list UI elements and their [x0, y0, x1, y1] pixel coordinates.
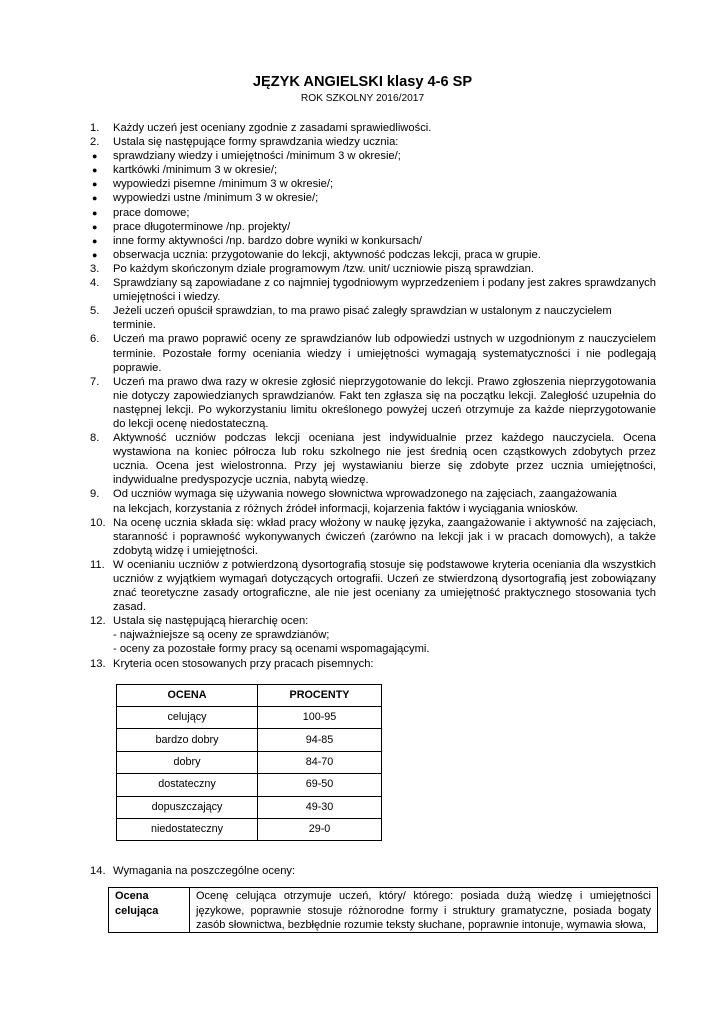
- grade-cell: dobry: [117, 751, 258, 773]
- bullet-icon: ●: [92, 207, 98, 218]
- bullet-text: prace domowe;: [113, 206, 190, 219]
- item-number: 12.: [90, 615, 106, 628]
- hierarchy-line: - najważniejsze są oceny ze sprawdzianów;: [113, 629, 330, 642]
- bullet-item: [90, 248, 656, 262]
- bullet-item: [90, 149, 656, 163]
- hierarchy-line: - oceny za pozostałe formy pracy są ocenami wspomagającymi.: [113, 643, 430, 656]
- list-item: [90, 657, 656, 671]
- bullet-item: [90, 234, 656, 248]
- bullet-text: kartkówki /minimum 3 w okresie/;: [113, 164, 278, 177]
- grade-cell: dopuszczający: [117, 796, 258, 818]
- grade-cell: dostateczny: [117, 774, 258, 796]
- requirement-text-cell: Ocenę celująca otrzymuje uczeń, który/ którego: posiada dużą wiedzę i umiejętności językowe, poprawnie stosuje różnorodne formy i struktury gramatyczne, posiada bogaty zasób słownictwa, bezbłędnie rozumie teksty słuchane, poprawnie intonuje, wymawia słowa,: [190, 888, 658, 932]
- grade-label-line: celująca: [115, 904, 159, 917]
- percent-cell: 69-50: [258, 774, 382, 796]
- bullet-icon: ●: [92, 235, 98, 246]
- item-number: 3.: [90, 262, 100, 275]
- item-number: 9.: [90, 488, 100, 501]
- table-row: [117, 774, 382, 796]
- bullet-item: [90, 163, 656, 177]
- percent-cell: 100-95: [258, 707, 382, 729]
- grade-label-line: Ocena: [115, 890, 149, 903]
- item-text: Wymagania na poszczególne oceny:: [113, 865, 296, 878]
- bullet-text: obserwacja ucznia: przygotowanie do lekcji, aktywność podczas lekcji, praca w grupie.: [113, 248, 541, 261]
- item-text: Na ocenę ucznia składa się: wkład pracy włożony w naukę języka, zaangażowanie i aktywność na zajęciach, staranność i poprawność wykonywanych ćwiczeń (zarówno na lekcji jak i w pracach domowych), a także zdobytą widzę i umiejętności.: [113, 516, 656, 557]
- grade-cell: bardzo dobry: [117, 729, 258, 751]
- list-item: [90, 262, 656, 276]
- bullet-text: wypowiedzi pisemne /minimum 3 w okresie/;: [113, 178, 334, 191]
- list-item: [90, 558, 656, 614]
- list-item: [90, 864, 656, 878]
- bullet-icon: ●: [92, 179, 98, 190]
- table-row: [117, 819, 382, 841]
- bullet-item: [90, 220, 656, 234]
- list-item: [90, 614, 656, 656]
- item-number: 8.: [90, 432, 100, 445]
- bullet-text: inne formy aktywności /np. bardzo dobre wyniki w konkursach/: [113, 234, 423, 247]
- grades-table: [116, 684, 382, 842]
- grade-cell: niedostateczny: [117, 819, 258, 841]
- list-item: [90, 431, 656, 487]
- item-text: Aktywność uczniów podczas lekcji oceniana jest indywidualnie przez każdego nauczyciela. Ocena wystawiona na koniec półrocza lub roku szkolnego nie jest średnią ocen cząstkowych zdobytych przez ucznia. Ocena jest wielostronna. Przy jej wystawianiu bierze się zdobyte przez ucznia umiejętności, indywidualne predyspozycje ucznia, nabytą wiedzę.: [113, 432, 656, 487]
- bullet-text: wypowiedzi ustne /minimum 3 w okresie/;: [113, 192, 319, 205]
- table-row: [117, 729, 382, 751]
- list-item: [90, 121, 656, 135]
- item-text: Jeżeli uczeń opuścił sprawdzian, to ma prawo pisać zaległy sprawdzian w ustalonym z nauczycielem terminie.: [113, 305, 612, 332]
- bullet-text: sprawdziany wiedzy i umiejętności /minimum 3 w okresie/;: [113, 150, 401, 163]
- item-text: Sprawdziany są zapowiadane z co najmniej tygodniowym wyprzedzeniem i podany jest zakres sprawdzanych umiejętności i wiedzy.: [113, 277, 656, 304]
- item-text-continuation: na lekcjach, korzystania z różnych źródeł informacji, kojarzenia faktów i wyciągania wniosków.: [113, 502, 579, 515]
- item-text: Po każdym skończonym dziale programowym /tzw. unit/ uczniowie piszą sprawdzian.: [113, 262, 534, 275]
- percent-cell: 94-85: [258, 729, 382, 751]
- column-header-grade: OCENA: [117, 684, 258, 706]
- item-number: 10.: [90, 516, 106, 529]
- bullet-item: [90, 177, 656, 191]
- bullet-item: [90, 206, 656, 220]
- item-text: Ustala się następujące formy sprawdzania wiedzy ucznia:: [113, 136, 399, 149]
- table-header-row: [117, 684, 382, 706]
- bullet-icon: ●: [92, 151, 98, 162]
- list-item: [90, 135, 656, 149]
- item-text: Ustala się następującą hierarchię ocen:: [113, 615, 309, 628]
- table-row: [117, 707, 382, 729]
- item-number: 1.: [90, 122, 100, 134]
- item-number: 11.: [90, 558, 105, 571]
- list-item: [90, 516, 656, 558]
- item-text: Kryteria ocen stosowanych przy pracach pisemnych:: [113, 657, 374, 670]
- rules-list: [90, 121, 656, 933]
- list-item: [90, 487, 656, 515]
- list-item: [90, 276, 656, 304]
- column-header-percent: PROCENTY: [258, 684, 382, 706]
- item-number: 6.: [90, 333, 100, 346]
- requirements-table: [108, 887, 658, 932]
- grade-cell: celujący: [117, 707, 258, 729]
- item-text: W ocenianiu uczniów z potwierdzoną dysortografią stosuje się podstawowe kryteria oceniania dla wszystkich uczniów z wyjątkiem wymagań dotyczących ortografii. Uczeń ze stwierdzoną dysortografią jest zobowiązany znać teoretyczne zasady ortograficzne, ale nie jest oceniany za umiejętność praktycznego stosowania tych zasad.: [113, 558, 656, 614]
- item-number: 14.: [90, 865, 106, 878]
- item-number: 4.: [90, 277, 100, 290]
- item-text: Od uczniów wymaga się używania nowego słownictwa wprowadzonego na zajęciach, zaangażowania: [113, 488, 617, 501]
- item-text: Każdy uczeń jest oceniany zgodnie z zasadami sprawiedliwości.: [113, 122, 432, 134]
- grade-label-cell: [109, 888, 190, 932]
- table-row: [109, 888, 658, 932]
- document-title: JĘZYK ANGIELSKI klasy 4-6 SP: [252, 74, 473, 90]
- item-number: 2.: [90, 136, 100, 149]
- bullet-text: prace długoterminowe /np. projekty/: [113, 220, 291, 233]
- percent-cell: 29-0: [258, 819, 382, 841]
- table-row: [117, 796, 382, 818]
- item-number: 13.: [90, 657, 106, 670]
- percent-cell: 84-70: [258, 751, 382, 773]
- list-item: [90, 375, 656, 431]
- bullet-item: [90, 191, 656, 205]
- table-row: [117, 751, 382, 773]
- grades-table-wrapper: [116, 684, 656, 842]
- list-item: [90, 332, 656, 374]
- item-text: Uczeń ma prawo dwa razy w okresie zgłosić nieprzygotowanie do lekcji. Prawo zgłoszenia nieprzygotowania nie dotyczy zapowiedzianych sprawdzianów. Fakt ten zgłasza się na początku lekcji. Zaległość uzupełnia do następnej lekcji. Po wykorzystaniu limitu określonego powyżej uczeń otrzymuje za każde nieprzygotowanie do lekcji ocenę niedostateczną.: [113, 375, 656, 430]
- bullet-icon: ●: [92, 193, 98, 204]
- item-number: 7.: [90, 375, 100, 388]
- document-subtitle: ROK SZKOLNY 2016/2017: [300, 93, 425, 104]
- spacer: [90, 841, 656, 864]
- bullet-icon: ●: [92, 221, 98, 232]
- bullet-icon: ●: [92, 249, 98, 260]
- item-text: Uczeń ma prawo poprawić oceny ze sprawdzianów lub odpowiedzi ustnych w uzgodnionym z nauczycielem terminie. Pozostałe formy oceniania wiedzy i umiejętności wymagają systematyczności i nie podlegają poprawie.: [113, 333, 656, 374]
- list-item: [90, 304, 656, 332]
- bullet-icon: ●: [92, 165, 98, 176]
- item-number: 5.: [90, 305, 100, 318]
- percent-cell: 49-30: [258, 796, 382, 818]
